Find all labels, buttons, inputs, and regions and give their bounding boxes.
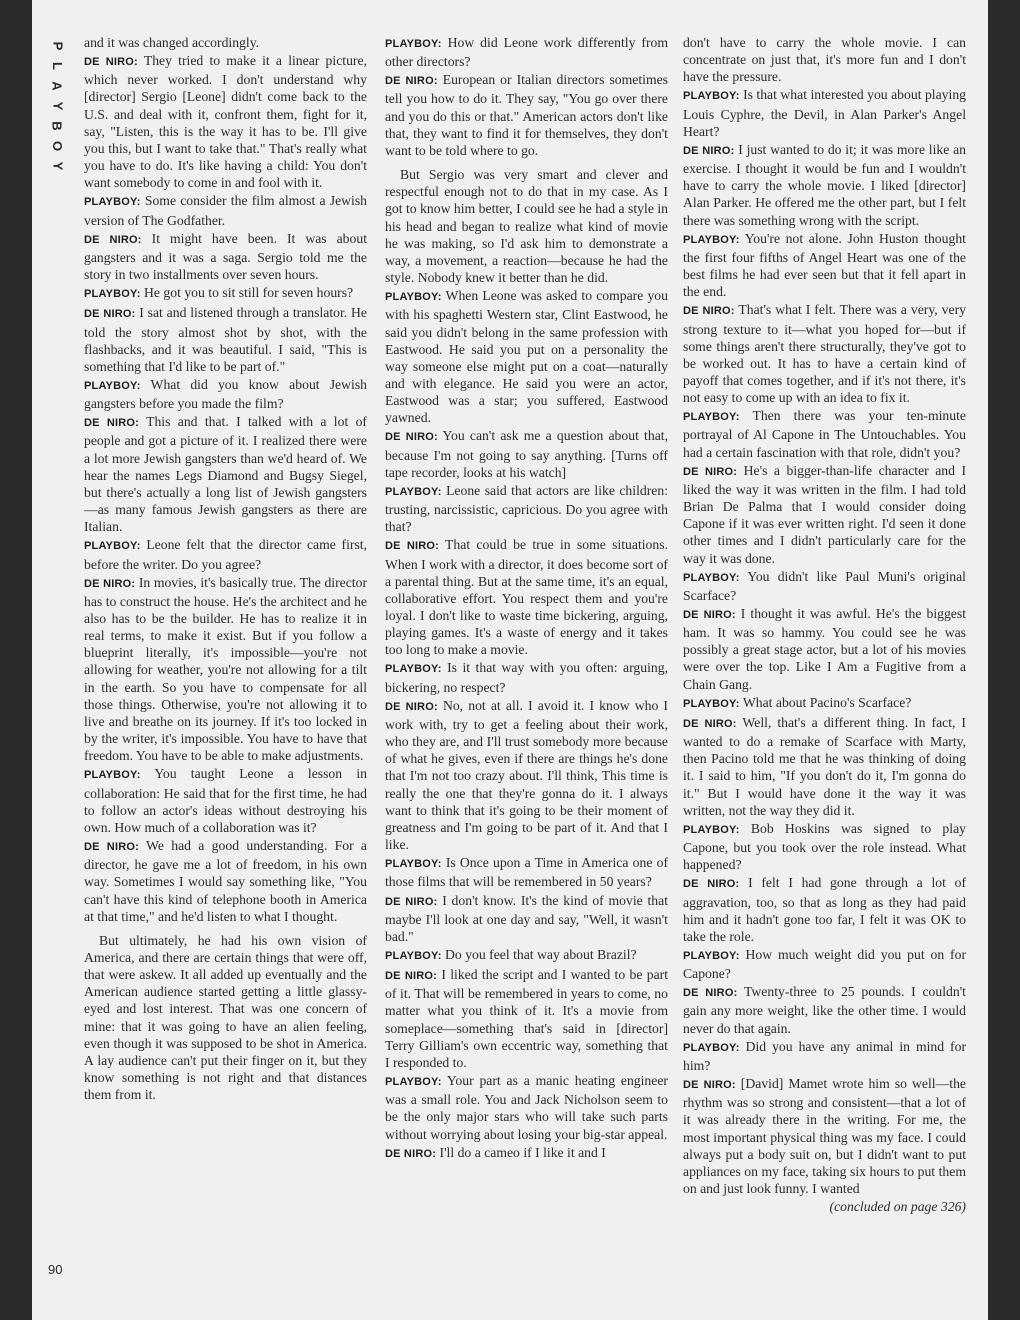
interview-paragraph [84, 413, 367, 535]
paragraph-text: You can't ask me a question about that, because I'm not going to say anything. [Turns off tape recorder, looks at his watch] [385, 428, 668, 480]
interview-paragraph [683, 714, 966, 819]
speaker-label: DE NIRO: [385, 1147, 437, 1160]
speaker-label: PLAYBOY: [385, 858, 442, 871]
interview-paragraph [84, 192, 367, 228]
paragraph-text: You taught Leone a lesson in collaboration: He said that for the first time, he had to follow an actor's ideas without destroying his own. How much of a collaboration was it? [84, 766, 367, 835]
speaker-label: DE NIRO: [385, 970, 438, 983]
interview-paragraph [385, 34, 668, 70]
interview-paragraph [84, 376, 367, 412]
paragraph-text: Is Once upon a Time in America one of those films that will be remembered in 50 years? [385, 855, 668, 890]
speaker-label: DE NIRO: [84, 577, 136, 590]
speaker-label: PLAYBOY: [683, 697, 740, 710]
speaker-label: PLAYBOY: [683, 571, 740, 584]
paragraph-text: What did you know about Jewish gangsters before you made the film? [84, 376, 367, 412]
paragraph-text: Is it that way with you often: arguing, bickering, no respect? [385, 660, 668, 695]
interview-paragraph [385, 536, 668, 658]
speaker-label: DE NIRO: [84, 841, 139, 854]
paragraph-text: Your part as a manic heating engineer was a small role. You and Jack Nicholson seem to be the only major stars who will take such parts without worrying about losing your big-star appeal. [385, 1073, 668, 1142]
continuation-note: (concluded on page 326) [829, 1199, 966, 1215]
speaker-label: DE NIRO: [385, 540, 439, 553]
interview-paragraph [683, 946, 966, 982]
speaker-label: PLAYBOY: [385, 485, 442, 498]
speaker-label: PLAYBOY: [683, 411, 740, 424]
masthead-letter: B [49, 121, 65, 131]
speaker-label: DE NIRO: [683, 878, 740, 891]
paragraph-text: European or Italian directors sometimes tell you how to do it. They say, "You go over there and you do this or that." American actors don't like that, they want to find it for themselves, they don't want to be told where to go. [385, 72, 668, 158]
interview-paragraph [683, 141, 966, 229]
speaker-label: PLAYBOY: [84, 379, 141, 392]
interview-paragraph [385, 71, 668, 159]
speaker-label: DE NIRO: [84, 56, 138, 69]
paragraph-text: This and that. I talked with a lot of people and got a picture of it. I realized there were a lot more Jewish gangsters than we'd heard of. We hear the names Legs Diamond and Bugsy Siegel, but there's actually a long list of Jewish gangsters—as many famous Jewish gangsters as there are Italian. [84, 414, 367, 535]
interview-paragraph [385, 287, 668, 426]
interview-paragraph [683, 462, 966, 567]
speaker-label: PLAYBOY: [385, 38, 442, 50]
paragraph-text: I felt I had gone through a lot of aggravation, too, so that as long as they had paid him and it hadn't gone too far, I felt it was OK to take the role. [683, 875, 967, 944]
speaker-label: PLAYBOY: [385, 949, 442, 962]
interview-paragraph [84, 574, 367, 765]
interview-paragraph [385, 1072, 668, 1143]
speaker-label: DE NIRO: [84, 417, 140, 430]
speaker-label: DE NIRO: [385, 75, 438, 88]
speaker-label: PLAYBOY: [683, 233, 740, 246]
paragraph-text: I liked the script and I wanted to be part of it. That will be remembered in years to come, no matter what you think of it. It's a movie from someplace—something that's said in [director] Terry Gilliam's own eccentric way, something that I responded to. [385, 967, 669, 1070]
speaker-label: PLAYBOY: [385, 663, 442, 676]
column-1 [84, 34, 367, 1104]
speaker-label: PLAYBOY: [84, 196, 141, 209]
page-number: 90 [48, 1262, 63, 1277]
speaker-label: DE NIRO: [683, 609, 736, 621]
speaker-label: DE NIRO: [683, 144, 735, 157]
paragraph-text: You're not alone. John Huston thought the first four fifths of Angel Heart was one of the best films he had ever seen but that it fell apart in the end. [683, 230, 966, 300]
masthead-letter: O [50, 140, 65, 152]
masthead-letter: L [49, 62, 65, 70]
continued-paragraph: and it was changed accordingly. [84, 35, 260, 50]
paragraph-text: How did Leone work differently from other directors? [385, 35, 668, 70]
interview-paragraph [683, 874, 966, 945]
interview-paragraph [683, 301, 966, 406]
masthead-letter: P [49, 41, 65, 51]
paragraph-text: Leone said that actors are like children: trusting, narcissistic, capricious. Do you agree with that? [385, 482, 668, 535]
paragraph-text: I don't know. It's the kind of movie that maybe I'll look at one day and say, "Well, it wasn't bad." [385, 892, 668, 944]
interview-paragraph [385, 854, 668, 890]
paragraph-text: [David] Mamet wrote him so well—the rhythm was so strong and consistent—that a lot of it was already there in the writing. For me, the most important physical thing was my face. I could always put a body suit on, but I didn't want to put appliances on my face, taking six hours to put them on and just look funny. I wanted [683, 1076, 966, 1196]
speaker-label: DE NIRO: [683, 305, 735, 318]
interview-paragraph [385, 892, 668, 945]
speaker-label: PLAYBOY: [84, 288, 141, 301]
speaker-label: DE NIRO: [683, 717, 737, 730]
paragraph-text: Is that what interested you about playing Louis Cyphre, the Devil, in Alan Parker's Angel Heart? [683, 87, 967, 139]
paragraph-text: I thought it was awful. He's the biggest ham. It was so hammy. You could see he was possibly a great stage actor, but a lot of his movies were over the top. Like I Am a Fugitive from a Chain Gang. [683, 606, 967, 692]
interview-paragraph [385, 946, 668, 965]
interview-paragraph [385, 427, 668, 480]
paragraph-text: Then there was your ten-minute portrayal of Al Capone in The Untouchables. You had a certain fascination with that role, didn't you? [683, 408, 966, 460]
interview-paragraph [84, 765, 367, 836]
interview-paragraph [385, 659, 668, 695]
interview-paragraph [84, 284, 367, 303]
paragraph-text: Well, that's a different thing. In fact, I wanted to do a remake of Scarface with Marty, then Pacino told me that he was thinking of doing it. I said to him, "If you don't do it, I'm gonna do it." But I would have done it the way it was written, not the way they did it. [683, 714, 966, 818]
magazine-page [32, 0, 988, 1320]
interview-paragraph [84, 837, 367, 925]
speaker-label: DE NIRO: [683, 465, 738, 478]
continued-paragraph: don't have to carry the whole movie. I can concentrate on just that, it's more fun and I don't have the pressure. [683, 35, 966, 85]
speaker-label: PLAYBOY: [683, 823, 740, 836]
interview-paragraph [385, 966, 668, 1071]
interview-paragraph [683, 568, 966, 604]
interview-paragraph [84, 52, 367, 191]
speaker-label: PLAYBOY: [385, 1076, 442, 1089]
paragraph-text: It might have been. It was about gangsters and it was a saga. Sergio told me the story in two installments over seven hours. [84, 230, 367, 283]
masthead-letter: A [49, 81, 65, 91]
paragraph-text: What about Pacino's Scarface? [742, 694, 912, 710]
speaker-label: DE NIRO: [385, 431, 438, 444]
speaker-label: PLAYBOY: [683, 90, 740, 103]
interview-paragraph [683, 1038, 966, 1074]
interview-paragraph [683, 86, 966, 139]
paragraph-text: We had a good understanding. For a director, he gave me a lot of freedom, in his own way. Sometimes I would say something like, "You can't have this kind of telephone booth in America at that time," and he'd listen to what I thought. [84, 838, 367, 924]
paragraph-text: Did you have any animal in mind for him? [683, 1038, 967, 1073]
speaker-label: DE NIRO: [84, 308, 136, 321]
paragraph-text: Leone felt that the director came first, before the writer. Do you agree? [84, 537, 367, 572]
speaker-label: PLAYBOY: [683, 1041, 740, 1054]
interview-paragraph [84, 230, 367, 283]
paragraph-text: He got you to sit still for seven hours? [144, 285, 354, 301]
paragraph-text: You didn't like Paul Muni's original Scarface? [683, 568, 966, 603]
interview-paragraph [683, 605, 966, 693]
interview-paragraph [683, 1075, 966, 1197]
body-paragraph: But ultimately, he had his own vision of America, and there are certain things that were off, that were askew. It all added up eventually and the American audience started getting a little glassy-eyed and lost interest. That was one concern of mine: that it was going to have an alien feeling, even though it was supposed to be shot in America. A lay audience can't put their finger on it, but they know something is not right and that distances them from it. [84, 932, 367, 1103]
paragraph-text: When Leone was asked to compare you with his spaghetti Western star, Clint Eastwood, he said you didn't belong in the same profession with Eastwood. He said you put on a personality the way someone else might put on a coat—naturally and with elegance. He said you were an actor, Eastwood was a star; you suffered, Eastwood yawned. [385, 288, 668, 426]
interview-paragraph [84, 304, 367, 375]
interview-paragraph [84, 536, 367, 572]
paragraph-text: Do you feel that way about Brazil? [445, 946, 637, 962]
interview-paragraph [683, 983, 966, 1036]
paragraph-text: Some consider the film almost a Jewish version of The Godfather. [84, 193, 368, 228]
speaker-label: DE NIRO: [683, 987, 738, 1000]
speaker-label: PLAYBOY: [84, 769, 141, 782]
interview-paragraph [683, 407, 966, 460]
paragraph-text: I sat and listened through a translator. He told the story almost shot by shot, with the flashbacks, and it was beautiful. I said, "This is something that I'd like to be part of." [84, 305, 367, 374]
speaker-label: PLAYBOY: [683, 949, 740, 962]
paragraph-text: I just wanted to do it; it was more like an exercise. I thought it would be fun and I wouldn't have to carry the whole movie. I liked [director] Alan Parker. He offered me the other part, but I felt there was something wrong with the script. [683, 141, 967, 228]
interview-paragraph [385, 482, 668, 535]
paragraph-text: How much weight did you put on for Capone? [683, 946, 967, 982]
speaker-label: PLAYBOY: [84, 540, 141, 553]
masthead [42, 36, 72, 176]
interview-paragraph [683, 230, 966, 301]
paragraph-text: Bob Hoskins was signed to play Capone, but you took over the role instead. What happened? [683, 820, 966, 873]
speaker-label: DE NIRO: [385, 895, 438, 908]
speaker-label: DE NIRO: [385, 700, 438, 713]
speaker-label: DE NIRO: [84, 233, 142, 246]
paragraph-text: He's a bigger-than-life character and I liked the way it was written in the film. I had told Brian De Palma that I would consider doing Capone if it was ever written right. I'd seen it done other times and I didn't particularly care for the way it was done. [683, 462, 967, 566]
paragraph-text: That's what I felt. There was a very, very strong texture to it—what you hoped for—but if some things aren't there structurally, they've got to be worked out. It has to have a certain kind of payoff that comes together, and if it's not there, it's not easy to come up with an idea to fix it. [683, 302, 966, 406]
paragraph-text: No, not at all. I avoid it. I know who I work with, try to get a feeling about their work, who they are, and I'll trust somebody more because of what he gives, even if there are things he's done that I'm not too crazy about. I'll think, This time is really the one that they're gonna do it. I always want to think that it's going to be their moment of greatness and I'm going to be part of it. And that I like. [385, 697, 668, 853]
paragraph-text: In movies, it's basically true. The director has to construct the house. He's the architect and he also has to be the builder. He has to realize it in real terms, to make it exist. But if you follow a blueprint literally, it's impossible—you're not allowing for weather, you're not allowing for a tilt in the earth. So you have to compensate for all those things. Otherwise, you're not allowing it to live and breathe on its journey. If it's too locked in by the writer, it's impossible. You have to have that freedom. You have to be able to make adjustments. [84, 574, 368, 764]
paragraph-text: That could be true in some situations. When I work with a director, it does become sort of a parental thing. But at the same time, it's an equal, collaborative effort. You respect them and you're loyal. I don't like to waste time bickering, arguing, playing games. It's a waste of energy and it takes too long to make a movie. [385, 537, 668, 658]
masthead-letter: Y [49, 161, 65, 171]
speaker-label: PLAYBOY: [385, 291, 442, 304]
paragraph-text: Twenty-three to 25 pounds. I couldn't gain any more weight, like the other time. I would never do that again. [683, 984, 966, 1036]
interview-paragraph [385, 697, 668, 853]
interview-paragraph [683, 694, 966, 713]
paragraph-text: They tried to make it a linear picture, which never worked. I don't understand why [director] Sergio [Leone] didn't come back to the U.S. and deal with it, confront them, fight for it, say, "Listen, this is the way it has to be. I'll give you this, but I want to take that." That's really what you have to do. It's like having a child: You don't want somebody to come in and fool with it. [84, 53, 367, 191]
masthead-letter: Y [49, 101, 65, 111]
body-paragraph: But Sergio was very smart and clever and respectful enough not to do that in my case. As I got to know him better, I could see he had a style in his head and began to realize what kind of movie he was making, so I'd ask him to demonstrate a way, a movement, a reaction—because he had the style. Nobody knew it better than he did. [385, 167, 668, 286]
interview-paragraph [683, 820, 966, 873]
paragraph-text: I'll do a cameo if I like it and I [439, 1144, 606, 1160]
column-2 [385, 34, 668, 1164]
column-3 [683, 34, 966, 1216]
speaker-label: DE NIRO: [683, 1079, 736, 1092]
interview-paragraph [385, 1144, 668, 1163]
